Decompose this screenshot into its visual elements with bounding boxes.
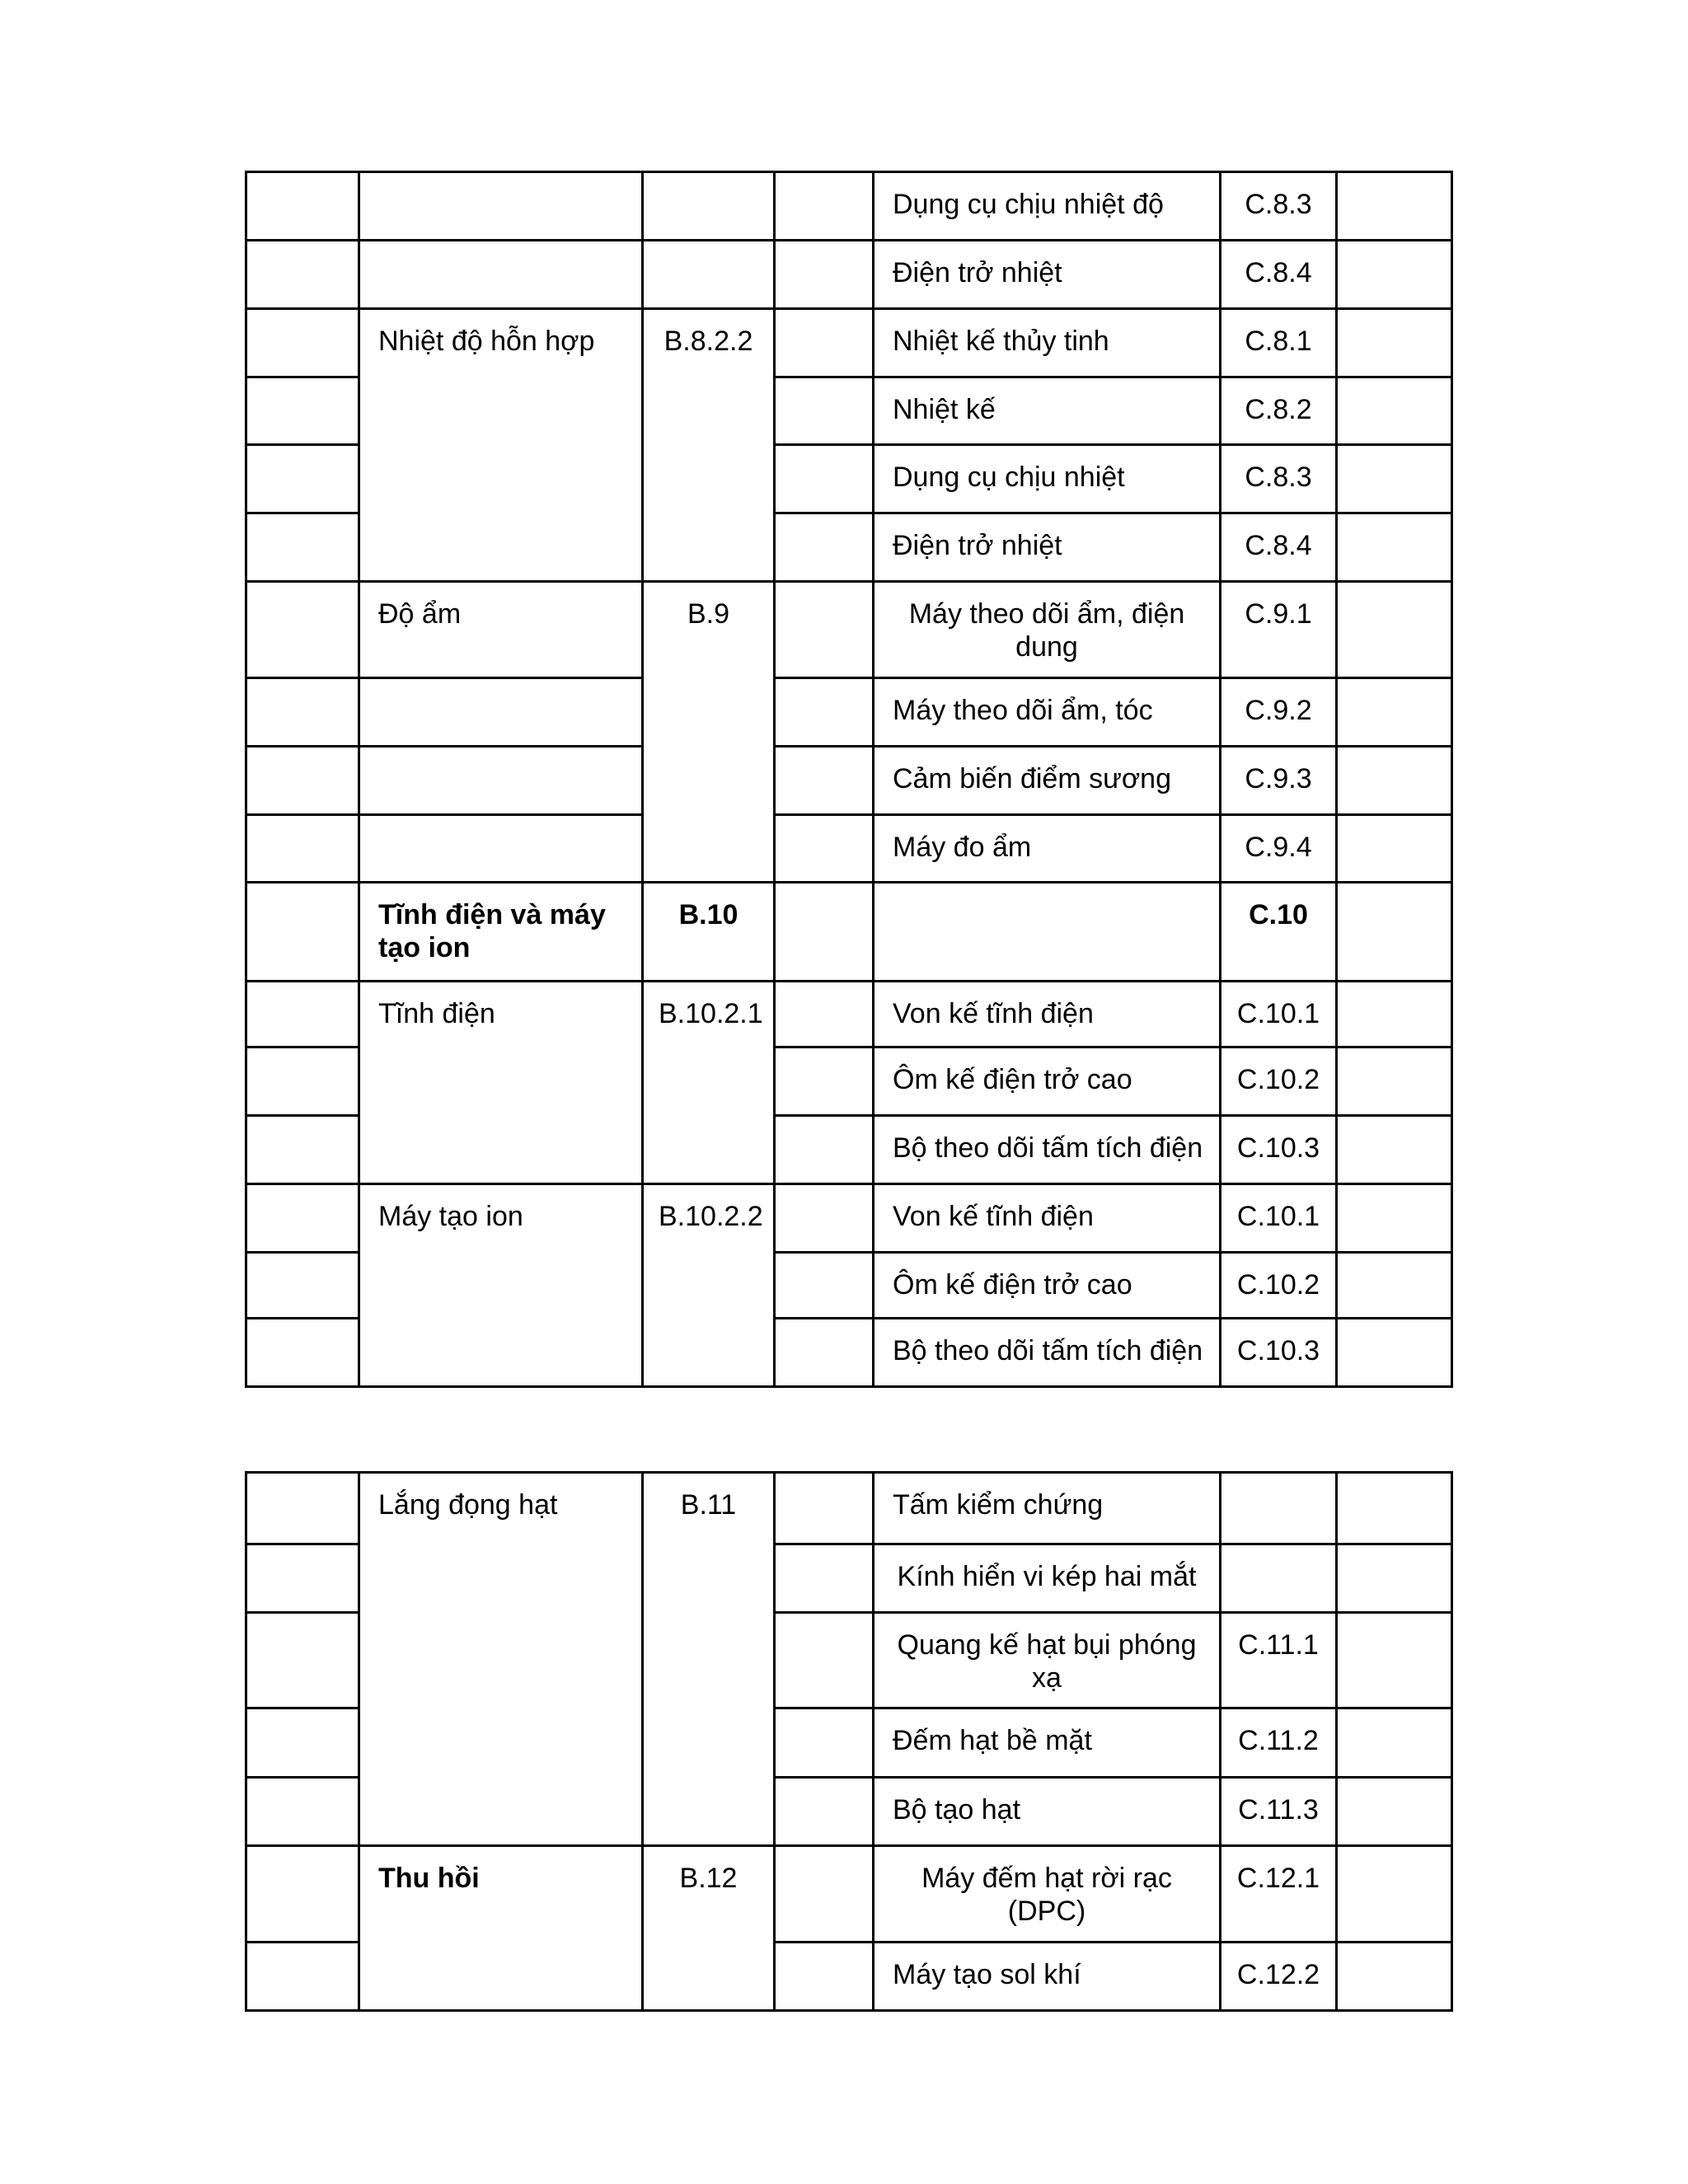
empty-cell: [775, 1473, 874, 1544]
device-code-cell: C.11.1: [1221, 1613, 1337, 1708]
device-code-cell: C.10: [1221, 883, 1337, 982]
device-code-cell: C.10.2: [1221, 1253, 1337, 1319]
group-code-cell: B.12: [643, 1846, 775, 2011]
empty-cell: [246, 172, 359, 241]
empty-cell: [246, 1319, 359, 1387]
empty-cell: [1337, 1253, 1452, 1319]
empty-cell: [246, 513, 359, 582]
device-name-cell: Máy theo dõi ẩm, điện dung: [874, 582, 1221, 678]
device-code-cell: [1221, 1473, 1337, 1544]
empty-cell: [359, 172, 643, 241]
empty-cell: [1337, 747, 1452, 815]
empty-cell: [775, 377, 874, 445]
table-row: [246, 678, 1452, 747]
table-row: [246, 309, 1452, 377]
empty-cell: [775, 883, 874, 982]
empty-cell: [1337, 1846, 1452, 1943]
table-row: [246, 241, 1452, 309]
empty-cell: [246, 1184, 359, 1253]
empty-cell: [643, 241, 775, 309]
device-code-cell: C.9.3: [1221, 747, 1337, 815]
device-name-cell: Dụng cụ chịu nhiệt: [874, 445, 1221, 513]
instrument-table-1: [245, 171, 1453, 1388]
device-code-cell: C.8.3: [1221, 445, 1337, 513]
device-code-cell: C.8.2: [1221, 377, 1337, 445]
empty-cell: [775, 1778, 874, 1846]
empty-cell: [1337, 172, 1452, 241]
empty-cell: [246, 241, 359, 309]
empty-cell: [1337, 1613, 1452, 1708]
device-name-cell: Quang kế hạt bụi phóng xạ: [874, 1613, 1221, 1708]
empty-cell: [246, 1846, 359, 1943]
empty-cell: [775, 747, 874, 815]
device-name-cell: Điện trở nhiệt: [874, 513, 1221, 582]
empty-cell: [775, 172, 874, 241]
empty-cell: [775, 982, 874, 1047]
empty-cell: [1337, 1708, 1452, 1778]
group-code-cell: B.10.2.2: [643, 1184, 775, 1387]
device-name-cell: Bộ theo dõi tấm tích điện: [874, 1319, 1221, 1387]
empty-cell: [775, 1047, 874, 1116]
empty-cell: [246, 1778, 359, 1846]
empty-cell: [775, 1613, 874, 1708]
empty-cell: [1337, 883, 1452, 982]
empty-cell: [775, 1544, 874, 1613]
empty-cell: [775, 513, 874, 582]
group-code-cell: B.8.2.2: [643, 309, 775, 582]
device-name-cell: Máy đo ẩm: [874, 815, 1221, 883]
empty-cell: [775, 1253, 874, 1319]
empty-cell: [1337, 582, 1452, 678]
device-name-cell: Máy tạo sol khí: [874, 1943, 1221, 2011]
group-name-cell: Độ ẩm: [359, 582, 643, 678]
empty-cell: [1337, 1778, 1452, 1846]
empty-cell: [246, 1613, 359, 1708]
empty-cell: [246, 1544, 359, 1613]
empty-cell: [246, 982, 359, 1047]
device-code-cell: C.10.3: [1221, 1116, 1337, 1184]
empty-cell: [246, 582, 359, 678]
empty-cell: [1337, 513, 1452, 582]
empty-cell: [246, 815, 359, 883]
empty-cell: [775, 309, 874, 377]
table-row: [246, 747, 1452, 815]
device-name-cell: Đếm hạt bề mặt: [874, 1708, 1221, 1778]
empty-cell: [874, 883, 1221, 982]
device-code-cell: C.12.1: [1221, 1846, 1337, 1943]
device-code-cell: C.9.1: [1221, 582, 1337, 678]
empty-cell: [246, 1253, 359, 1319]
empty-cell: [1337, 1943, 1452, 2011]
empty-cell: [1337, 1473, 1452, 1544]
device-code-cell: C.10.1: [1221, 982, 1337, 1047]
empty-cell: [359, 678, 643, 747]
device-name-cell: Cảm biến điểm sương: [874, 747, 1221, 815]
empty-cell: [1337, 1116, 1452, 1184]
device-name-cell: Kính hiển vi kép hai mắt: [874, 1544, 1221, 1613]
empty-cell: [246, 883, 359, 982]
empty-cell: [1337, 445, 1452, 513]
group-name-cell: Lắng đọng hạt: [359, 1473, 643, 1846]
table-row: [246, 1846, 1452, 1943]
empty-cell: [1337, 309, 1452, 377]
empty-cell: [1337, 1544, 1452, 1613]
device-name-cell: Nhiệt kế: [874, 377, 1221, 445]
empty-cell: [775, 1846, 874, 1943]
device-name-cell: Máy theo dõi ẩm, tóc: [874, 678, 1221, 747]
empty-cell: [246, 678, 359, 747]
empty-cell: [246, 1943, 359, 2011]
empty-cell: [1337, 982, 1452, 1047]
device-code-cell: C.11.3: [1221, 1778, 1337, 1846]
device-code-cell: C.9.4: [1221, 815, 1337, 883]
table-row: [246, 1184, 1452, 1253]
empty-cell: [246, 1473, 359, 1544]
empty-cell: [1337, 678, 1452, 747]
empty-cell: [1337, 241, 1452, 309]
empty-cell: [246, 1708, 359, 1778]
empty-cell: [775, 1184, 874, 1253]
empty-cell: [775, 1116, 874, 1184]
empty-cell: [246, 445, 359, 513]
empty-cell: [775, 815, 874, 883]
empty-cell: [246, 1047, 359, 1116]
device-name-cell: Điện trở nhiệt: [874, 241, 1221, 309]
device-code-cell: C.8.4: [1221, 241, 1337, 309]
device-name-cell: Von kế tĩnh điện: [874, 982, 1221, 1047]
group-code-cell: B.9: [643, 582, 775, 883]
empty-cell: [775, 445, 874, 513]
table-row: [246, 982, 1452, 1047]
device-code-cell: C.12.2: [1221, 1943, 1337, 2011]
device-name-cell: Nhiệt kế thủy tinh: [874, 309, 1221, 377]
device-name-cell: Dụng cụ chịu nhiệt độ: [874, 172, 1221, 241]
device-name-cell: Ôm kế điện trở cao: [874, 1047, 1221, 1116]
device-name-cell: Bộ theo dõi tấm tích điện: [874, 1116, 1221, 1184]
device-code-cell: C.9.2: [1221, 678, 1337, 747]
table-row: [246, 1473, 1452, 1544]
device-name-cell: Bộ tạo hạt: [874, 1778, 1221, 1846]
empty-cell: [1337, 377, 1452, 445]
device-code-cell: C.10.2: [1221, 1047, 1337, 1116]
empty-cell: [246, 1116, 359, 1184]
empty-cell: [775, 241, 874, 309]
device-name-cell: Ôm kế điện trở cao: [874, 1253, 1221, 1319]
empty-cell: [1337, 1047, 1452, 1116]
instrument-table-2: [245, 1471, 1453, 2012]
empty-cell: [643, 172, 775, 241]
device-code-cell: [1221, 1544, 1337, 1613]
group-code-cell: B.11: [643, 1473, 775, 1846]
empty-cell: [775, 1943, 874, 2011]
group-code-cell: B.10.2.1: [643, 982, 775, 1184]
group-code-cell: B.10: [643, 883, 775, 982]
empty-cell: [775, 582, 874, 678]
empty-cell: [1337, 1184, 1452, 1253]
device-name-cell: Tấm kiểm chứng: [874, 1473, 1221, 1544]
group-name-cell: Tĩnh điện và máy tạo ion: [359, 883, 643, 982]
device-code-cell: C.8.1: [1221, 309, 1337, 377]
device-code-cell: C.11.2: [1221, 1708, 1337, 1778]
empty-cell: [359, 241, 643, 309]
empty-cell: [359, 747, 643, 815]
group-name-cell: Thu hồi: [359, 1846, 643, 2011]
device-code-cell: C.10.3: [1221, 1319, 1337, 1387]
group-name-cell: Nhiệt độ hỗn hợp: [359, 309, 643, 582]
device-name-cell: Máy đếm hạt rời rạc (DPC): [874, 1846, 1221, 1943]
empty-cell: [246, 377, 359, 445]
device-code-cell: C.8.3: [1221, 172, 1337, 241]
group-name-cell: Tĩnh điện: [359, 982, 643, 1184]
table-row: [246, 883, 1452, 982]
empty-cell: [359, 815, 643, 883]
empty-cell: [775, 1708, 874, 1778]
empty-cell: [246, 747, 359, 815]
group-name-cell: Máy tạo ion: [359, 1184, 643, 1387]
empty-cell: [246, 309, 359, 377]
table-row: [246, 582, 1452, 678]
device-code-cell: C.10.1: [1221, 1184, 1337, 1253]
empty-cell: [775, 678, 874, 747]
empty-cell: [1337, 1319, 1452, 1387]
device-code-cell: C.8.4: [1221, 513, 1337, 582]
device-name-cell: Von kế tĩnh điện: [874, 1184, 1221, 1253]
empty-cell: [775, 1319, 874, 1387]
empty-cell: [1337, 815, 1452, 883]
table-row: [246, 172, 1452, 241]
table-row: [246, 815, 1452, 883]
